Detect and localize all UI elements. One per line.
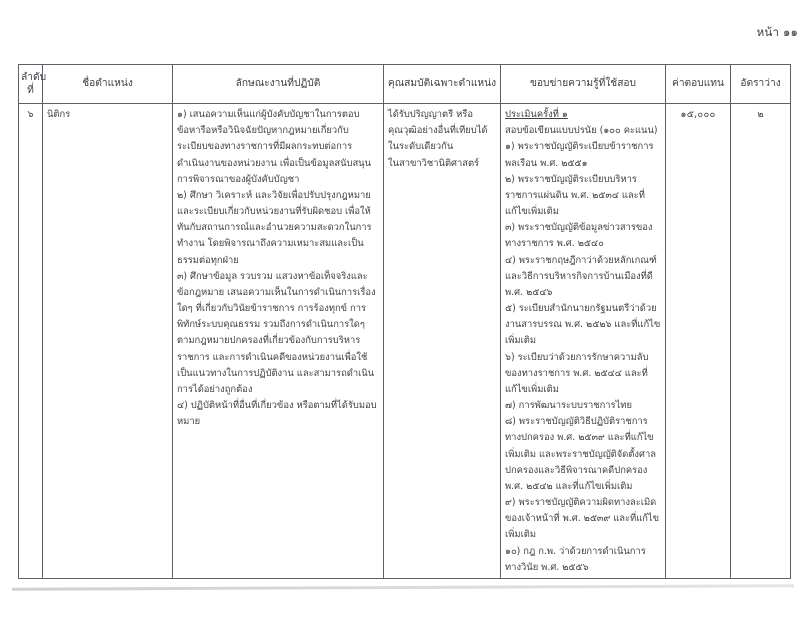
cell-vacancies: ๒: [731, 104, 791, 579]
exam-scope-item: ๗) การพัฒนาระบบราชการไทย: [505, 400, 632, 412]
qualification-line: ได้รับปริญญาตรี หรือ: [388, 109, 473, 120]
table-body: [19, 104, 791, 579]
duty-item: ๔) ปฏิบัติหน้าที่อื่นที่เกี่ยวข้อง หรือตามที่ได้รับมอบหมาย: [177, 400, 377, 428]
cell-order-no: ๖: [19, 104, 43, 579]
column-header-position-title: ชื่อตำแหน่ง: [43, 65, 173, 104]
duty-item: ๒) ศึกษา วิเคราะห์ และวิจัยเพื่อปรับปรุงกฎหมายและระเบียบเกี่ยวกับหน่วยงานที่รับผิดชอบ เพื่อให้ทันกับสถานการณ์และอำนวยความสะดวกในการทำงาน โดยพิจารณาถึงความเหมาะสมและเป็นธรรมต่อทุกฝ่าย: [177, 189, 372, 266]
exam-scope-heading: ประเมินครั้งที่ ๑: [505, 109, 568, 120]
exam-scope-item: ๓) พระราชบัญญัติข้อมูลข่าวสารของทางราชการ พ.ศ. ๒๕๔๐: [505, 222, 653, 250]
job-announcement-table: [18, 64, 791, 579]
exam-scope-item: ๘) พระราชบัญญัติวิธีปฏิบัติราชการทางปกครอง พ.ศ. ๒๕๓๙ และที่แก้ไขเพิ่มเติม และพระราชบัญญัติจัดตั้งศาลปกครองและวิธีพิจารณาคดีปกครอง พ.ศ. ๒๕๔๒ และที่แก้ไขเพิ่มเติม: [505, 416, 656, 492]
qualification-line: ในระดับเดียวกัน: [388, 141, 454, 153]
table-header-row: [19, 65, 791, 104]
column-header-order-no-line2: ที่: [27, 85, 34, 96]
duties-list: [177, 107, 379, 430]
page-number: หน้า ๑๑: [756, 25, 798, 39]
cell-qualifications: [384, 104, 501, 579]
exam-scope-item: ๙) พระราชบัญญัติความผิดทางละเมิดของเจ้าหน้าที่ พ.ศ. ๒๕๓๙ และที่แก้ไขเพิ่มเติม: [505, 497, 660, 541]
duty-item: ๓) ศึกษาข้อมูล รวบรวม แสวงหาข้อเท็จจริงและข้อกฎหมาย เสนอความเห็นในการดำเนินการเรื่องใดๆ ที่เกี่ยวกับวินัยข้าราชการ การร้องทุกข์ การพิทักษ์ระบบคุณธรรม รวมถึงการดำเนินการใดๆ ตามกฎหมายปกครองที่เกี่ยวข้องกับการบริหารราชการ และการดำเนินคดีของหน่วยงานเพื่อใช้เป็นแนวทางในการปฏิบัติงาน และสามารถดำเนินการได้อย่างถูกต้อง: [177, 270, 376, 395]
table-row: [19, 104, 791, 579]
exam-scope-item: ๖) ระเบียบว่าด้วยการรักษาความลับของทางราชการ พ.ศ. ๒๕๔๔ และที่แก้ไขเพิ่มเติม: [505, 351, 649, 395]
scan-bottom-edge: [12, 584, 794, 590]
cell-position-title: นิติกร: [43, 104, 173, 579]
cell-exam-scope: [501, 104, 666, 579]
column-header-vacancies: อัตราว่าง: [731, 65, 791, 104]
exam-scope-item: ๒) พระราชบัญญัติระเบียบบริหารราชการแผ่นดิน พ.ศ. ๒๕๓๔ และที่แก้ไขเพิ่มเติม: [505, 173, 645, 218]
cell-duties: [173, 104, 384, 579]
column-header-qualifications: คุณสมบัติเฉพาะตำแหน่ง: [384, 65, 501, 104]
table-header: [19, 65, 791, 104]
cell-compensation: ๑๕,๐๐๐: [666, 104, 731, 579]
column-header-duties: ลักษณะงานที่ปฏิบัติ: [173, 65, 384, 104]
column-header-exam-scope: ขอบข่ายความรู้ที่ใช้สอบ: [501, 65, 666, 104]
column-header-compensation: ค่าตอบแทน: [666, 65, 731, 104]
exam-scope-item: ๔) พระราชกฤษฎีกาว่าด้วยหลักเกณฑ์และวิธีการบริหารกิจการบ้านเมืองที่ดี พ.ศ. ๒๕๔๖: [505, 254, 657, 298]
exam-scope-item: ๕) ระเบียบสำนักนายกรัฐมนตรีว่าด้วยงานสารบรรณ พ.ศ. ๒๕๒๖ และที่แก้ไขเพิ่มเติม: [505, 303, 661, 347]
qualification-line: คุณวุฒิอย่างอื่นที่เทียบได้: [388, 125, 488, 137]
exam-scope-item: ๑) พระราชบัญญัติระเบียบข้าราชการพลเรือน พ.ศ. ๒๕๕๑: [505, 141, 654, 169]
exam-scope-item: ๑๐) กฎ ก.พ. ว่าด้วยการดำเนินการทางวินัย พ.ศ. ๒๕๕๖: [505, 545, 646, 573]
qualification-line: ในสาขาวิชานิติศาสตร์: [388, 157, 480, 169]
column-header-order-no: [19, 65, 47, 104]
duty-item: ๑) เสนอความเห็นแก่ผู้บังคับบัญชาในการตอบข้อหารือหรือวินิจฉัยปัญหากฎหมายเกี่ยวกับระเบียบของทางราชการที่มีผลกระทบต่อการดำเนินงานของหน่วยงาน เพื่อเป็นข้อมูลสนับสนุนการพิจารณาของผู้บังคับบัญชา: [177, 109, 371, 185]
column-header-order-no-line1: ลำดับ: [21, 71, 47, 83]
exam-scope-subheading: สอบข้อเขียนแบบปรนัย (๑๐๐ คะแนน): [505, 125, 658, 137]
exam-scope-list: [505, 139, 661, 576]
